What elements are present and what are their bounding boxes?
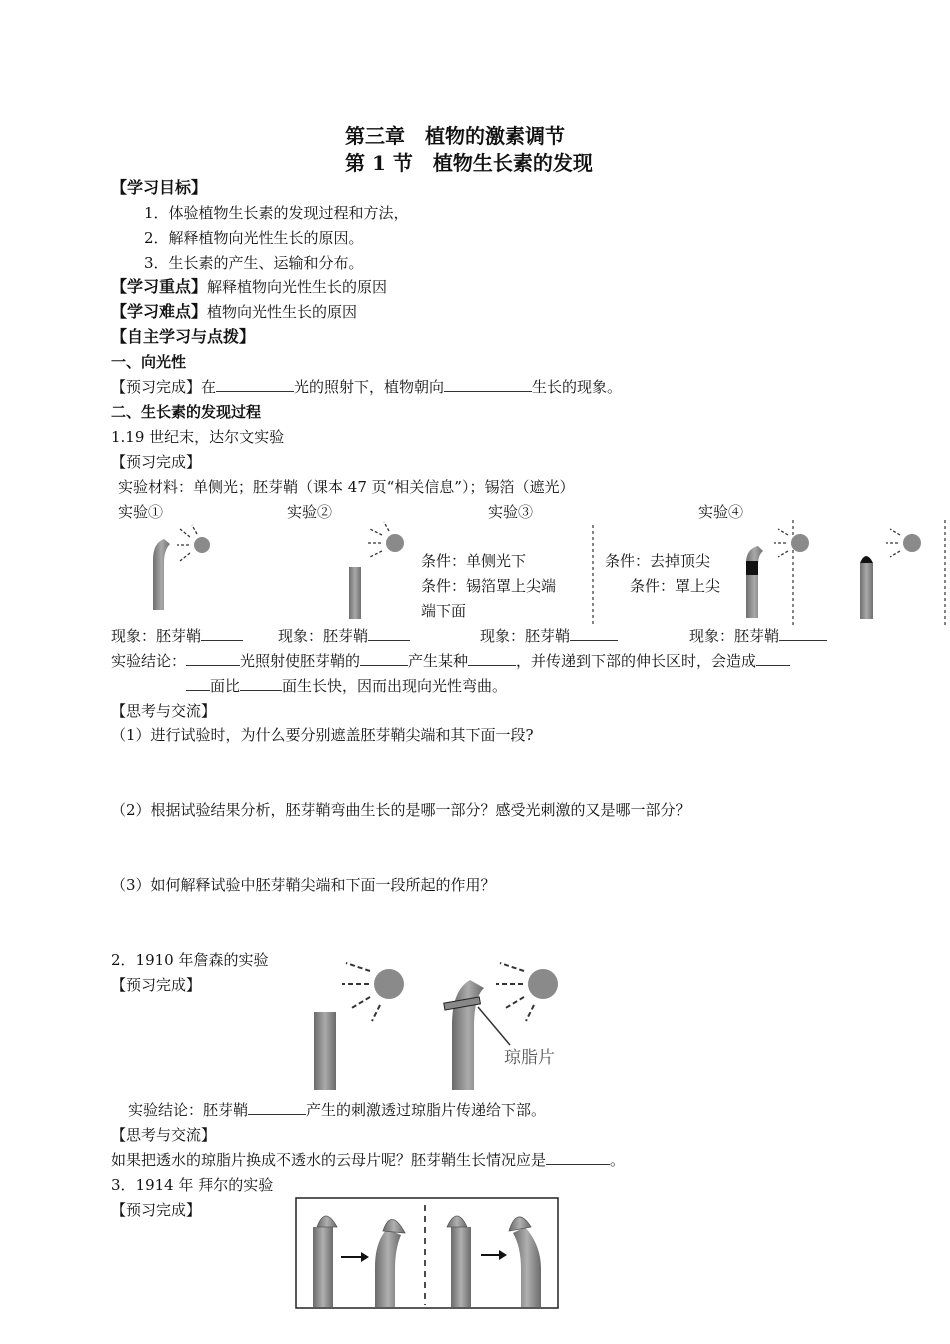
sun-icon (886, 529, 921, 557)
experiment-label-3: 实验③ (488, 503, 534, 521)
goals-heading: 【学习目标】 (111, 178, 208, 197)
jensen-think-heading: 【思考与交流】 (111, 1126, 217, 1144)
condition-3b: 条件：锡箔罩上尖端 (421, 577, 557, 595)
jensen-conclusion (128, 1100, 546, 1120)
blank[interactable] (186, 651, 240, 666)
blank[interactable] (546, 1150, 610, 1165)
chapter-title: 第三章 植物的激素调节 (345, 124, 565, 148)
paal-figure (295, 1197, 559, 1309)
text: 产生某种 (408, 652, 469, 670)
part1-preview-line (111, 377, 622, 397)
blank[interactable] (756, 651, 790, 666)
condition-4a: 条件：去掉顶尖 (605, 552, 711, 570)
self-study-heading: 【自主学习与点拨】 (111, 327, 256, 346)
darwin-title: 1.19 世纪末，达尔文实验 (111, 428, 285, 446)
tip-offset (447, 1216, 467, 1227)
section-title: 第 1 节 植物生长素的发现 (345, 151, 593, 175)
question-3: （3）如何解释试验中胚芽鞘尖端和下面一段所起的作用？ (111, 876, 496, 894)
blank[interactable] (201, 626, 243, 641)
agar-label: 琼脂片 (504, 1048, 555, 1068)
part1-heading: 一、向光性 (111, 353, 187, 371)
black-tip (860, 556, 873, 563)
phenomenon-1 (111, 626, 243, 646)
text: 现象：胚芽鞘 (111, 627, 202, 645)
sun-icon (496, 963, 558, 1021)
text: 【预习完成】在 (111, 378, 217, 396)
coleoptile-bent (153, 539, 170, 610)
sun-icon (177, 525, 210, 561)
blank[interactable] (779, 626, 827, 641)
difficulty-line (111, 302, 357, 322)
experiment-label-1: 实验① (118, 503, 164, 521)
difficulty-label: 【学习难点】 (111, 302, 208, 321)
darwin-conclusion-cont (186, 676, 507, 696)
part2-heading: 二、生长素的发现过程 (111, 403, 262, 421)
phenomenon-4 (689, 626, 827, 646)
coleoptile-cut (313, 1227, 333, 1307)
text: 光照射使胚芽鞘的 (240, 652, 361, 670)
sun-icon (774, 529, 809, 557)
focus-label: 【学习重点】 (111, 277, 208, 296)
text: 面比 (210, 677, 241, 695)
goal-item: 1．体验植物生长素的发现过程和方法， (144, 204, 409, 222)
sun-icon (367, 522, 404, 557)
text: 产生的刺激透过琼脂片传递给下部。 (306, 1101, 547, 1119)
condition-3a: 条件：单侧光下 (421, 552, 527, 570)
coleoptile-bent (375, 1229, 401, 1307)
blank[interactable] (444, 377, 532, 392)
text: 现象：胚芽鞘 (689, 627, 780, 645)
difficulty-text: 植物向光性生长的原因 (207, 303, 358, 321)
text: 光的照射下，植物朝向 (294, 378, 445, 396)
darwin-preview: 【预习完成】 (111, 453, 202, 471)
condition-3c: 端下面 (421, 602, 467, 620)
text: 实验结论： (111, 652, 187, 670)
text: 。 (610, 1151, 626, 1169)
text: 现象：胚芽鞘 (480, 627, 571, 645)
paal-preview: 【预习完成】 (111, 1201, 202, 1219)
phenomenon-3 (480, 626, 618, 646)
blank[interactable] (468, 651, 516, 666)
text: ，并传递到下部的伸长区时，会造成 (516, 652, 757, 670)
blank[interactable] (248, 1100, 306, 1115)
condition-4b: 条件：罩上尖 (630, 577, 721, 595)
coleoptile-cut (451, 1227, 471, 1307)
sun-icon (342, 963, 404, 1021)
experiment-label-2: 实验② (287, 503, 333, 521)
experiment-label-4: 实验④ (698, 503, 744, 521)
text: 面生长快，因而出现向光性弯曲。 (282, 677, 508, 695)
coleoptile-straight (349, 567, 361, 619)
darwin-conclusion (111, 651, 790, 671)
jensen-question (111, 1150, 625, 1170)
blank[interactable] (186, 676, 210, 691)
phenomenon-2 (278, 626, 410, 646)
coleoptile-bent (513, 1227, 541, 1307)
paal-title: 3．1914 年 拜尔的实验 (111, 1176, 274, 1194)
question-2: （2）根据试验结果分析，胚芽鞘弯曲生长的是哪一部分？感受光刺激的又是哪一部分？ (111, 801, 691, 819)
jensen-figure (300, 955, 600, 1095)
goal-item: 3．生长素的产生、运输和分布。 (144, 254, 364, 272)
blank[interactable] (570, 626, 618, 641)
arrow-icon (499, 1250, 507, 1260)
focus-text: 解释植物向光性生长的原因 (207, 278, 388, 296)
tip-offset (383, 1219, 405, 1233)
darwin-think-heading: 【思考与交流】 (111, 702, 217, 720)
jensen-title: 2．1910 年詹森的实验 (111, 951, 269, 969)
text: 现象：胚芽鞘 (278, 627, 369, 645)
jensen-preview: 【预习完成】 (111, 976, 202, 994)
goal-item: 2．解释植物向光性生长的原因。 (144, 229, 364, 247)
blank[interactable] (216, 377, 294, 392)
blank[interactable] (240, 676, 282, 691)
focus-line (111, 277, 387, 297)
arrow-icon (361, 1252, 369, 1262)
darwin-materials: 实验材料：单侧光；胚芽鞘（课本 47 页“相关信息”）；锡箔（遮光） (118, 478, 575, 496)
question-1: （1）进行试验时，为什么要分别遮盖胚芽鞘尖端和其下面一段? (111, 726, 534, 744)
coleoptile-capped (746, 546, 763, 618)
tip-offset (509, 1217, 531, 1231)
foil-cap (746, 561, 758, 575)
tip-offset (317, 1216, 337, 1227)
blank[interactable] (368, 626, 410, 641)
text: 如果把透水的琼脂片换成不透水的云母片呢？胚芽鞘生长情况应是 (111, 1151, 547, 1169)
text: 生长的现象。 (532, 378, 623, 396)
coleoptile-straight (314, 1012, 336, 1090)
blank[interactable] (360, 651, 408, 666)
coleoptile-straight (860, 563, 873, 619)
text: 实验结论：胚芽鞘 (128, 1101, 249, 1119)
figure-frame (296, 1198, 558, 1308)
